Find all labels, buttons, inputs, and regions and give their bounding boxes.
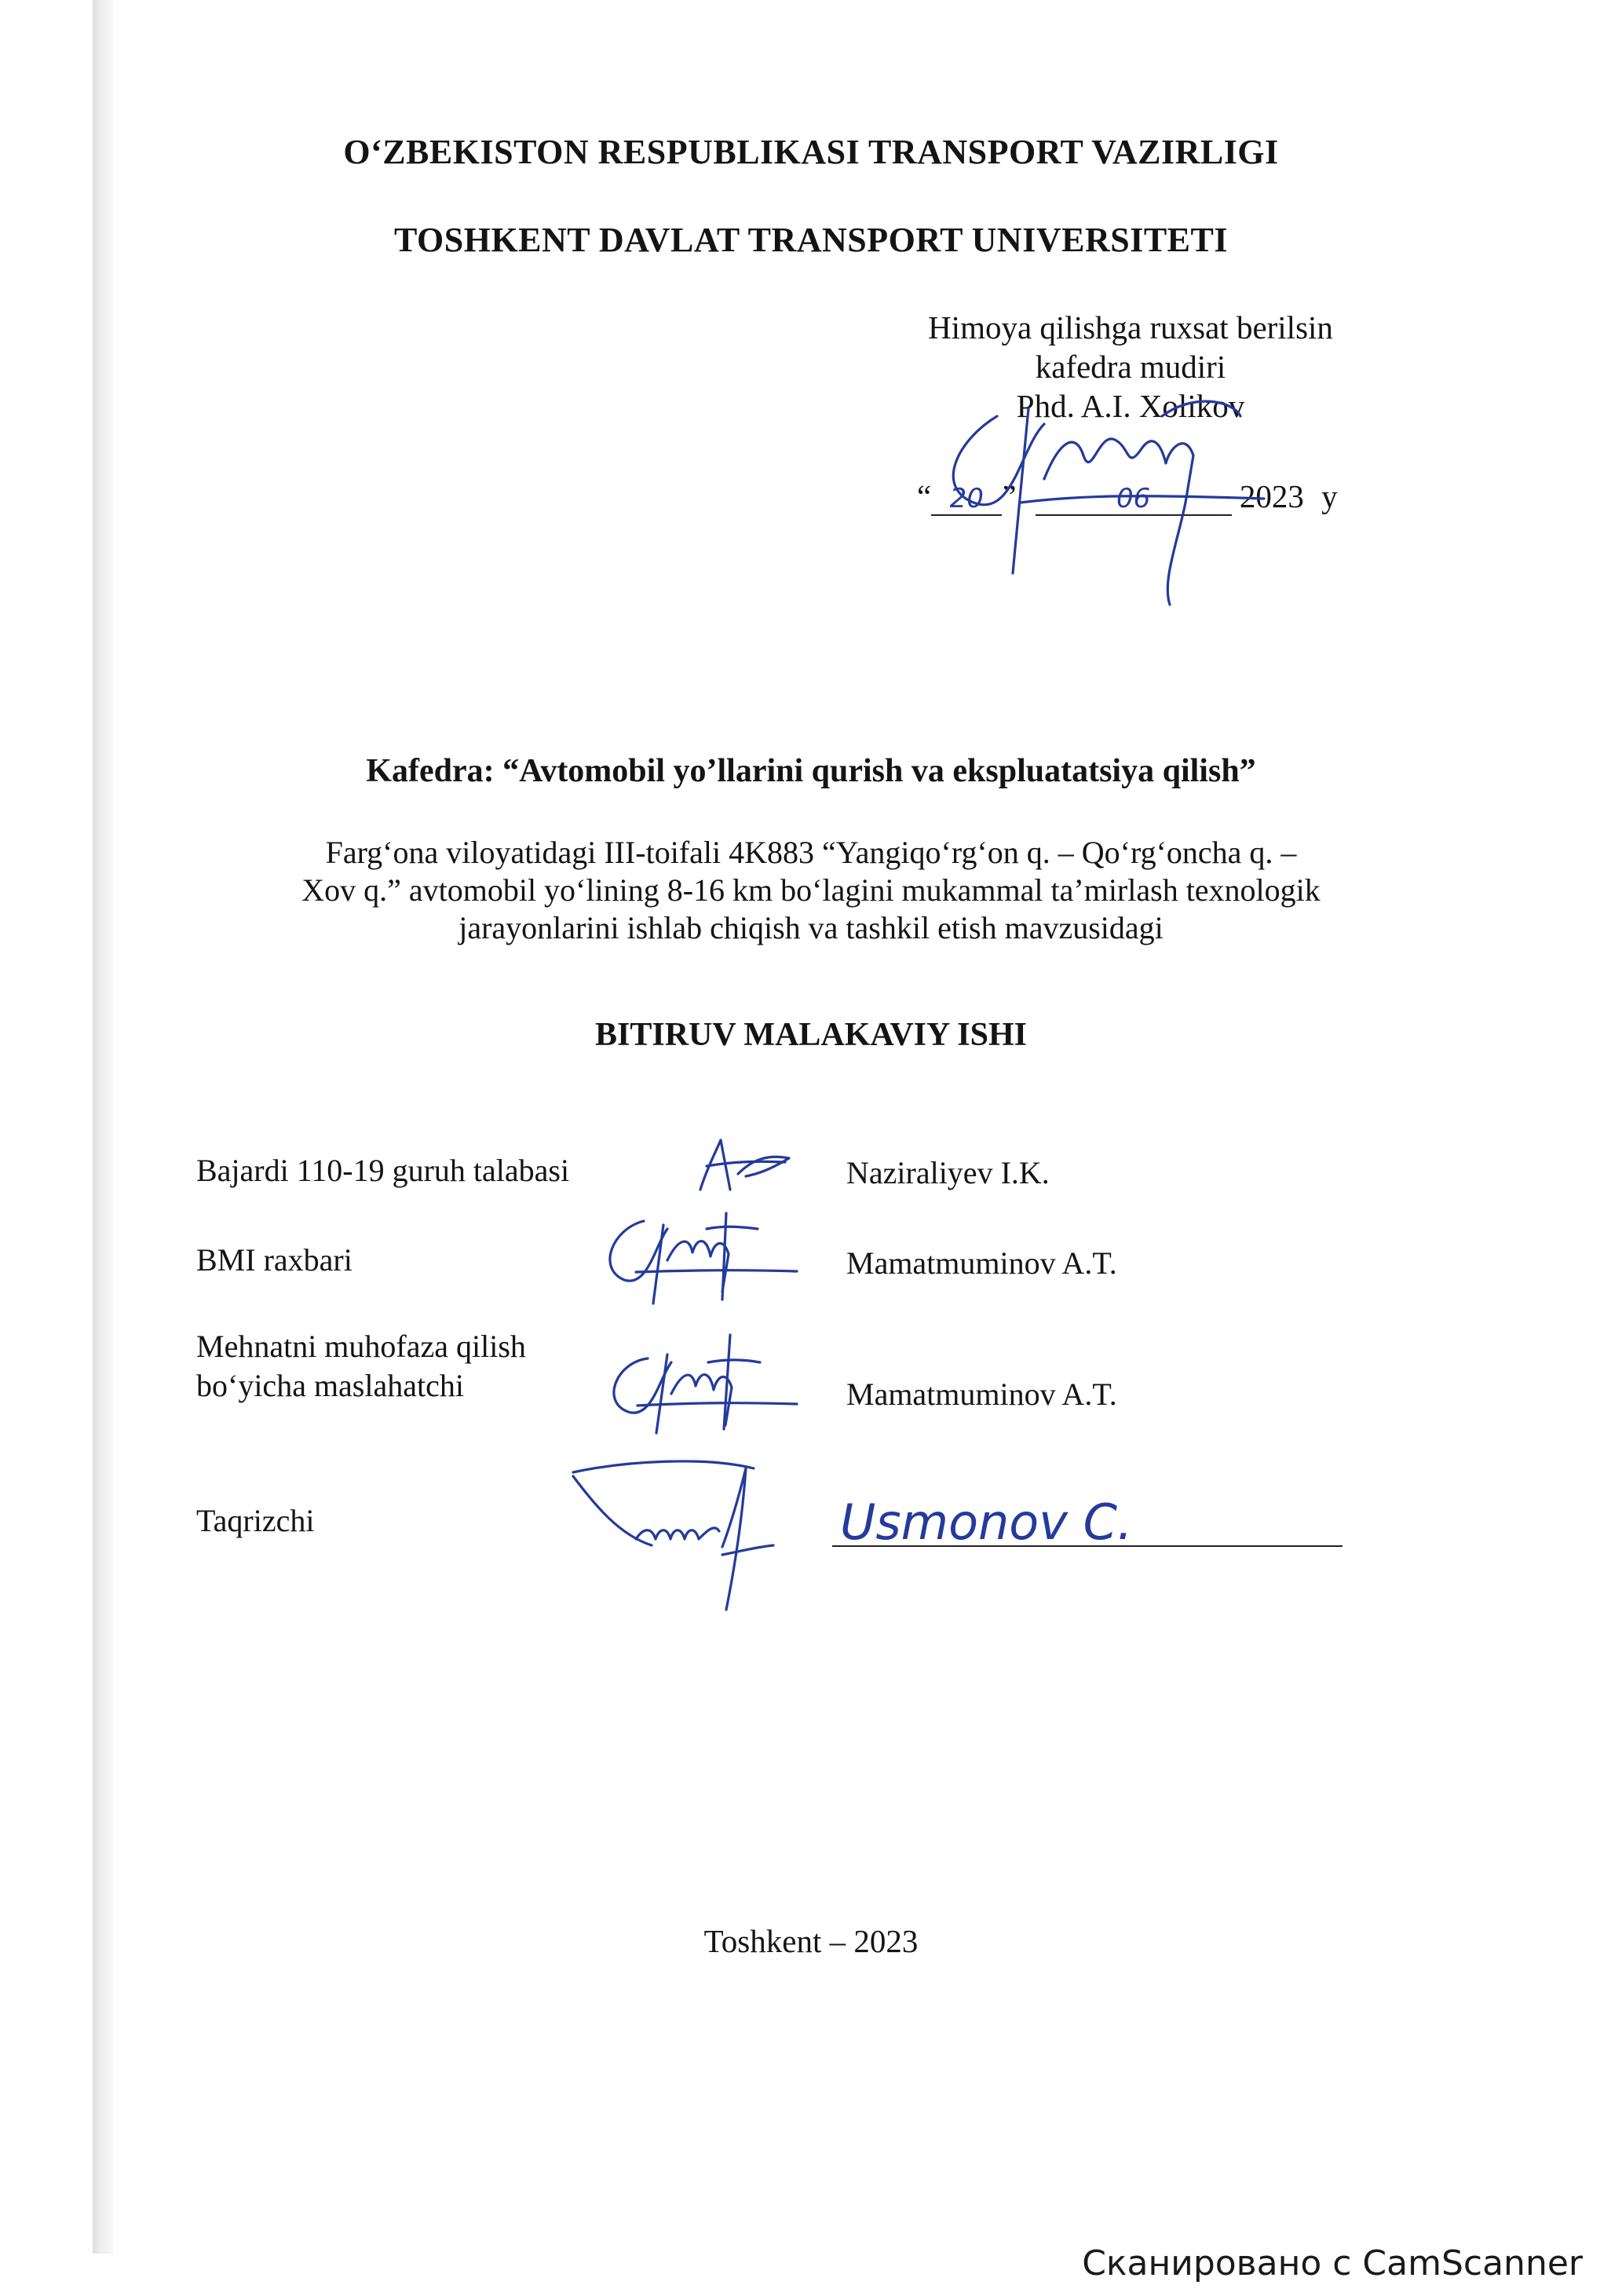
supervisor-name: Mamatmuminov A.T.	[846, 1245, 1117, 1281]
ministry-heading: O‘ZBEKISTON RESPUBLIKASI TRANSPORT VAZIRLIGI	[343, 133, 1279, 171]
date-day-field: 20	[931, 483, 1002, 516]
safety-consultant-label	[196, 1327, 526, 1406]
safety-consultant-label-line-2: bo‘yicha maslahatchi	[196, 1368, 464, 1403]
topic-line-2: Xov q.” avtomobil yo‘lining 8-16 km bo‘lagini mukammal ta’mirlash texnologik	[301, 872, 1321, 908]
safety-consultant-name: Mamatmuminov A.T.	[846, 1377, 1117, 1412]
approval-line-1: Himoya qilishga ruxsat berilsin	[928, 309, 1333, 345]
student-label: Bajardi 110-19 guruh talabasi	[196, 1153, 570, 1188]
scan-shadow-edge	[93, 0, 113, 2254]
work-type-title: BITIRUV MALAKAVIY ISHI	[594, 1017, 1028, 1053]
topic-line-1: Farg‘ona viloyatidagi III-toifali 4K883 “Yangiqo‘rg‘on q. – Qo‘rg‘oncha q. –	[325, 835, 1297, 870]
approval-line-3: Phd. A.I. Xolikov	[1016, 388, 1245, 424]
student-signature	[683, 1131, 801, 1201]
thesis-topic	[0, 834, 1622, 947]
date-close-quote: ”	[1002, 478, 1017, 514]
topic-line-3: jarayonlarini ishlab chiqish va tashkil etish mavzusidagi	[458, 910, 1164, 945]
reviewer-handwritten-name-text: Usmonov C.	[840, 1493, 1133, 1551]
camscanner-watermark: Сканировано с CamScanner	[1082, 2243, 1583, 2283]
supervisor-signature	[589, 1205, 801, 1307]
approval-line-2: kafedra mudiri	[1035, 349, 1226, 385]
date-open-quote: “	[917, 478, 932, 514]
safety-consultant-signature	[589, 1327, 801, 1437]
reviewer-signature	[565, 1453, 848, 1618]
date-suffix: y	[1321, 478, 1338, 514]
supervisor-label: BMI raxbari	[196, 1242, 353, 1278]
head-of-department-signature	[926, 385, 1303, 620]
safety-consultant-label-line-1: Mehnatni muhofaza qilish	[196, 1329, 526, 1364]
reviewer-label: Taqrizchi	[196, 1503, 315, 1538]
university-heading: TOSHKENT DAVLAT TRANSPORT UNIVERSITETI	[393, 221, 1228, 259]
date-year: 2023	[1239, 478, 1304, 514]
department-line: Kafedra: “Avtomobil yo’llarini qurish va ekspluatatsiya qilish”	[366, 753, 1256, 789]
date-month-field: 06	[1036, 483, 1232, 516]
student-name: Naziraliyev I.K.	[846, 1155, 1050, 1190]
footer-city-year: Toshkent – 2023	[703, 1923, 919, 1959]
reviewer-signature-line	[832, 1545, 1343, 1547]
